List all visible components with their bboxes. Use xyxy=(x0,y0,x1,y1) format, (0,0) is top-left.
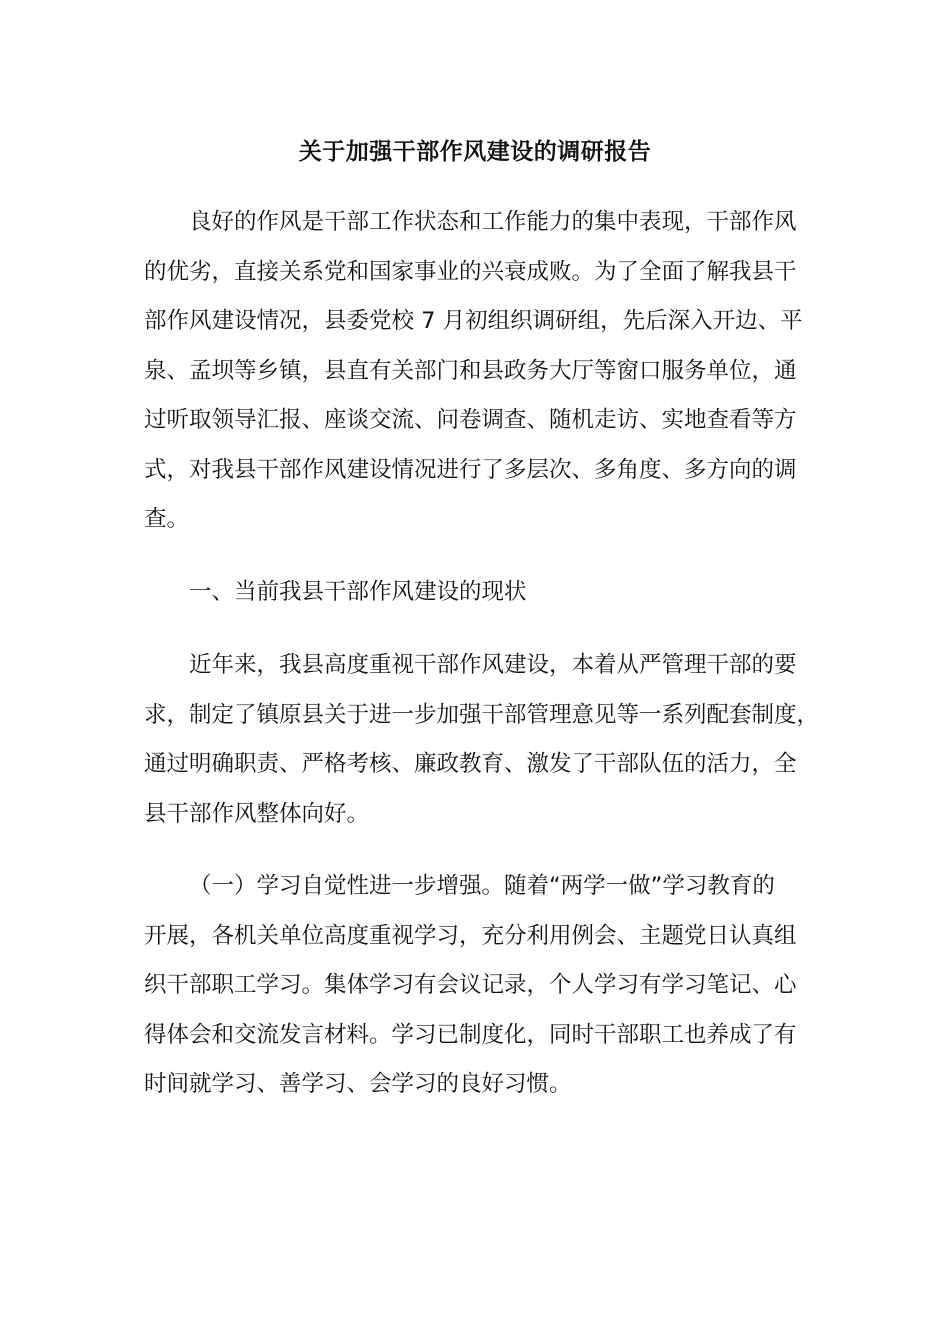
paragraph-line: 式，对我县干部作风建设情况进行了多层次、多角度、多方向的调 xyxy=(144,456,797,483)
document-title: 关于加强干部作风建设的调研报告 xyxy=(298,139,652,165)
paragraph-line: （一）学习自觉性进一步增强。随着“两学一做”学习教育的 xyxy=(189,873,775,899)
paragraph-intro xyxy=(144,198,824,545)
paragraph-line: 过听取领导汇报、座谈交流、问卷调查、随机走访、实地查看等方 xyxy=(144,407,797,433)
paragraph-line: 的优劣，直接关系党和国家事业的兴衰成败。为了全面了解我县干 xyxy=(144,258,797,285)
paragraph-line: 时间就学习、善学习、会学习的良好习惯。 xyxy=(144,1071,572,1097)
paragraph-line: 得体会和交流发言材料。学习已制度化，同时干部职工也养成了有 xyxy=(144,1021,797,1048)
paragraph-line: 县干部作风整体向好。 xyxy=(144,800,370,827)
paragraph-line: 泉、孟坝等乡镇，县直有关部门和县政务大厅等窗口服务单位，通 xyxy=(144,357,797,384)
paragraph-line: 查。 xyxy=(144,506,190,532)
section-heading xyxy=(144,568,824,618)
paragraph-line: 求，制定了镇原县关于进一步加强干部管理意见等一系列配套制度， xyxy=(144,701,820,728)
paragraph-line: 近年来，我县高度重视干部作风建设，本着从严管理干部的要 xyxy=(189,652,797,678)
paragraph-status xyxy=(144,641,824,839)
paragraph-line: 织干部职工学习。集体学习有会议记录，个人学习有学习笔记、心 xyxy=(144,972,797,998)
paragraph-line: 开展，各机关单位高度重视学习，充分利用例会、主题党日认真组 xyxy=(144,922,797,949)
paragraph-line: 部作风建设情况，县委党校 7 月初组织调研组，先后深入开边、平 xyxy=(144,308,803,334)
paragraph-line: 通过明确职责、严格考核、廉政教育、激发了干部队伍的活力，全 xyxy=(144,751,797,777)
section-heading-text: 一、当前我县干部作风建设的现状 xyxy=(189,579,527,605)
paragraph-line: 良好的作风是干部工作状态和工作能力的集中表现，干部作风 xyxy=(189,209,797,235)
paragraph-learning xyxy=(144,862,824,1110)
